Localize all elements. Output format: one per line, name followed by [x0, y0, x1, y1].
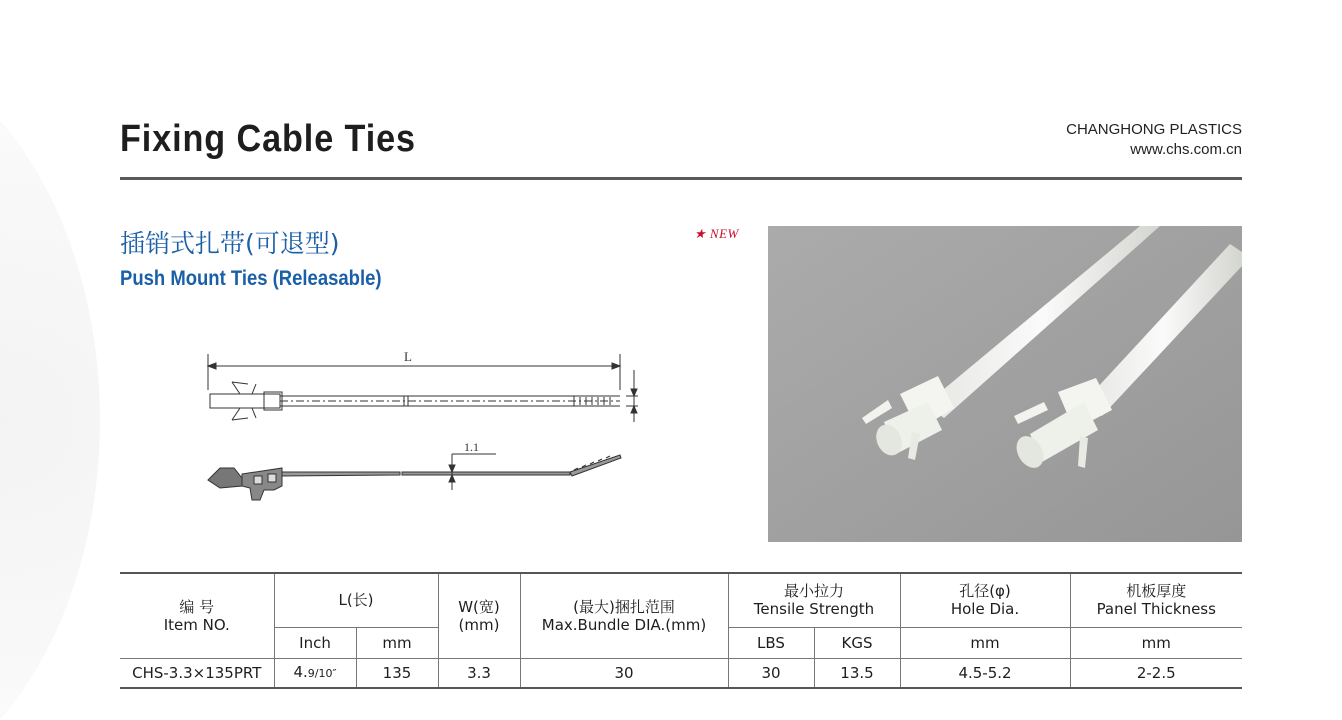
length-dimension: [208, 354, 620, 390]
cell-width: 3.3: [438, 658, 520, 688]
header-length: L(长): [274, 573, 438, 627]
cell-panel: 2-2.5: [1070, 658, 1242, 688]
spec-table: [120, 572, 1242, 689]
header-item-en: Item NO.: [163, 615, 230, 634]
tie-side-view: [208, 455, 621, 500]
tie-top-view: [210, 382, 620, 420]
header-tensile: [728, 573, 900, 627]
thickness-label: 1.1: [464, 440, 479, 454]
brand-name: CHANGHONG PLASTICS: [1066, 121, 1242, 138]
header-panel: [1070, 573, 1242, 627]
header-panel-en: Panel Thickness: [1096, 600, 1216, 619]
section-title-cn: 插销式扎带(可退型): [120, 229, 340, 258]
cell-inch-frac: 9/10″: [307, 666, 337, 680]
header-item-cn: 编 号: [179, 597, 215, 616]
brand-block: [1066, 120, 1242, 160]
header-length-mm: mm: [356, 627, 438, 658]
header-item: [120, 573, 274, 658]
product-photo: [768, 226, 1242, 542]
cell-lbs: 30: [728, 658, 814, 688]
header-bundle-cn: (最大)捆扎范围: [573, 597, 675, 616]
header-tensile-lbs: LBS: [728, 627, 814, 658]
header-tensile-en: Tensile Strength: [753, 600, 875, 619]
cell-bundle: 30: [520, 658, 728, 688]
new-badge: [694, 226, 739, 242]
width-dimension: [626, 370, 638, 422]
cell-inch-whole: 4.: [293, 662, 308, 681]
table-row: [120, 658, 1242, 688]
header-panel-unit: mm: [1141, 633, 1171, 652]
header-tensile-cn: 最小拉力: [783, 582, 844, 601]
header-hole-unit: mm: [900, 627, 1070, 658]
header-width: [438, 573, 520, 658]
header-hole-cn: 孔径(φ): [959, 582, 1011, 601]
star-icon: ★: [694, 226, 707, 241]
page-title: Fixing Cable Ties: [120, 118, 416, 160]
header-tensile-kgs: KGS: [814, 627, 900, 658]
brand-url: www.chs.com.cn: [1130, 141, 1242, 158]
cell-kgs: 13.5: [814, 658, 900, 688]
header-width-line2: (mm): [458, 615, 500, 634]
length-label: L: [404, 349, 412, 364]
header-panel-cn: 机板厚度: [1126, 582, 1187, 601]
background-curve: [0, 40, 100, 720]
header-width-line1: W(宽): [458, 597, 500, 616]
cell-inch: [274, 658, 356, 688]
header-hole-en: Hole Dia.: [950, 600, 1020, 619]
technical-drawing: [190, 340, 650, 510]
new-badge-text: NEW: [709, 226, 739, 241]
header-bundle: [520, 573, 728, 658]
cell-item: CHS-3.3×135PRT: [120, 658, 274, 688]
header-bundle-en: Max.Bundle DIA.(mm): [541, 615, 707, 634]
header-hole: [900, 573, 1070, 627]
cell-hole: 4.5-5.2: [900, 658, 1070, 688]
header-length-inch: Inch: [274, 627, 356, 658]
header-rule: [120, 177, 1242, 180]
section-title-en: Push Mount Ties (Releasable): [120, 267, 382, 290]
cell-mm: 135: [356, 658, 438, 688]
